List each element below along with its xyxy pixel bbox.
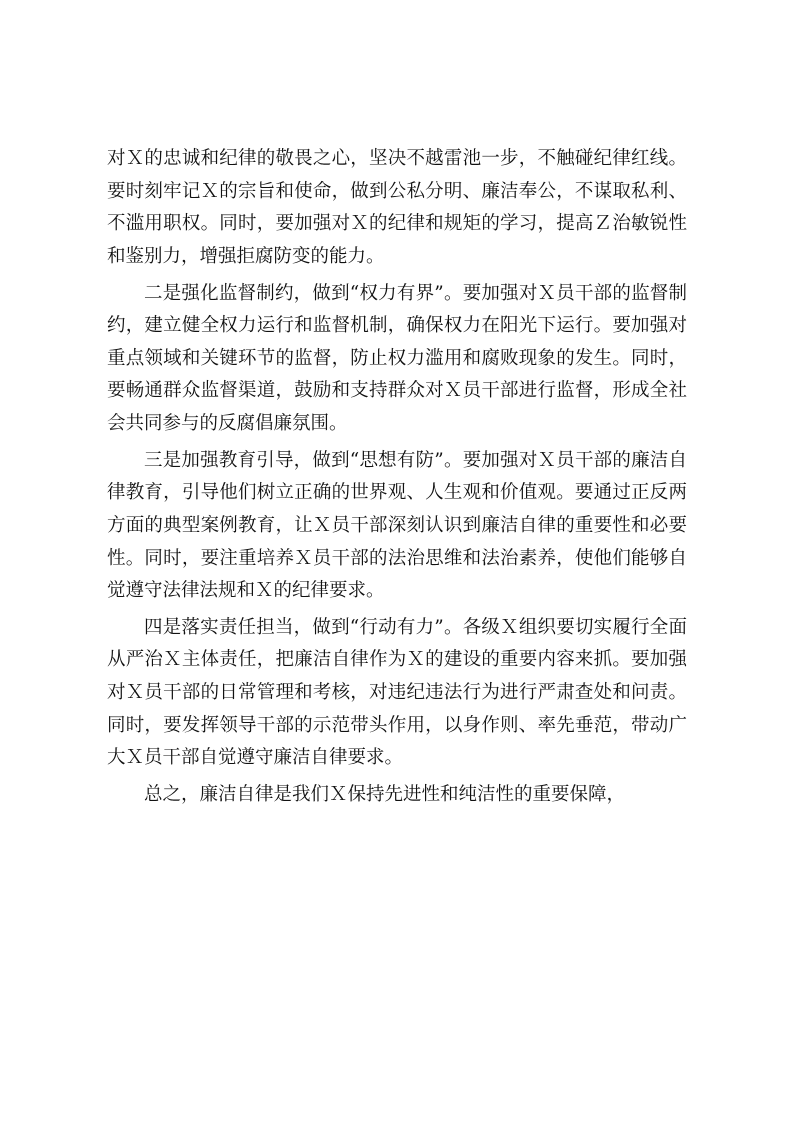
paragraph-conclusion: 总之，廉洁自律是我们Ｘ保持先进性和纯洁性的重要保障，: [144, 784, 626, 806]
paragraph-education: 三是加强教育引导，做到“思想有防”。要加强对Ｘ员干部的廉洁自律教育，引导他们树立正确的世界观、人生观和价值观。要通过正反两方面的典型案例教育，让Ｘ员干部深刻认识到廉洁自律的重要性和必要性。同时，要注重培养Ｘ员干部的法治思维和法治素养，使他们能够自觉遵守法律法规和Ｘ的纪律要求。: [107, 449, 687, 602]
paragraph-continuation: 对Ｘ的忠诚和纪律的敬畏之心，坚决不越雷池一步，不触碰纪律红线。要时刻牢记Ｘ的宗旨和使命，做到公私分明、廉洁奉公，不谋取私利、不滥用职权。同时，要加强对Ｘ的纪律和规矩的学习，提高Ｚ治敏锐性和鉴别力，增强拒腐防变的能力。: [107, 148, 687, 267]
paragraph-responsibility: 四是落实责任担当，做到“行动有力”。各级Ｘ组织要切实履行全面从严治Ｘ主体责任，把廉洁自律作为Ｘ的建设的重要内容来抓。要加强对Ｘ员干部的日常管理和考核，对违纪违法行为进行严肃查处和问责。同时，要发挥领导干部的示范带头作用，以身作则、率先垂范，带动广大Ｘ员干部自觉遵守廉洁自律要求。: [107, 616, 687, 769]
document-body: [107, 143, 687, 816]
paragraph-supervision: 二是强化监督制约，做到“权力有界”。要加强对Ｘ员干部的监督制约，建立健全权力运行和监督机制，确保权力在阳光下运行。要加强对重点领域和关键环节的监督，防止权力滥用和腐败现象的发生。同时，要畅通群众监督渠道，鼓励和支持群众对Ｘ员干部进行监督，形成全社会共同参与的反腐倡廉氛围。: [107, 282, 687, 434]
